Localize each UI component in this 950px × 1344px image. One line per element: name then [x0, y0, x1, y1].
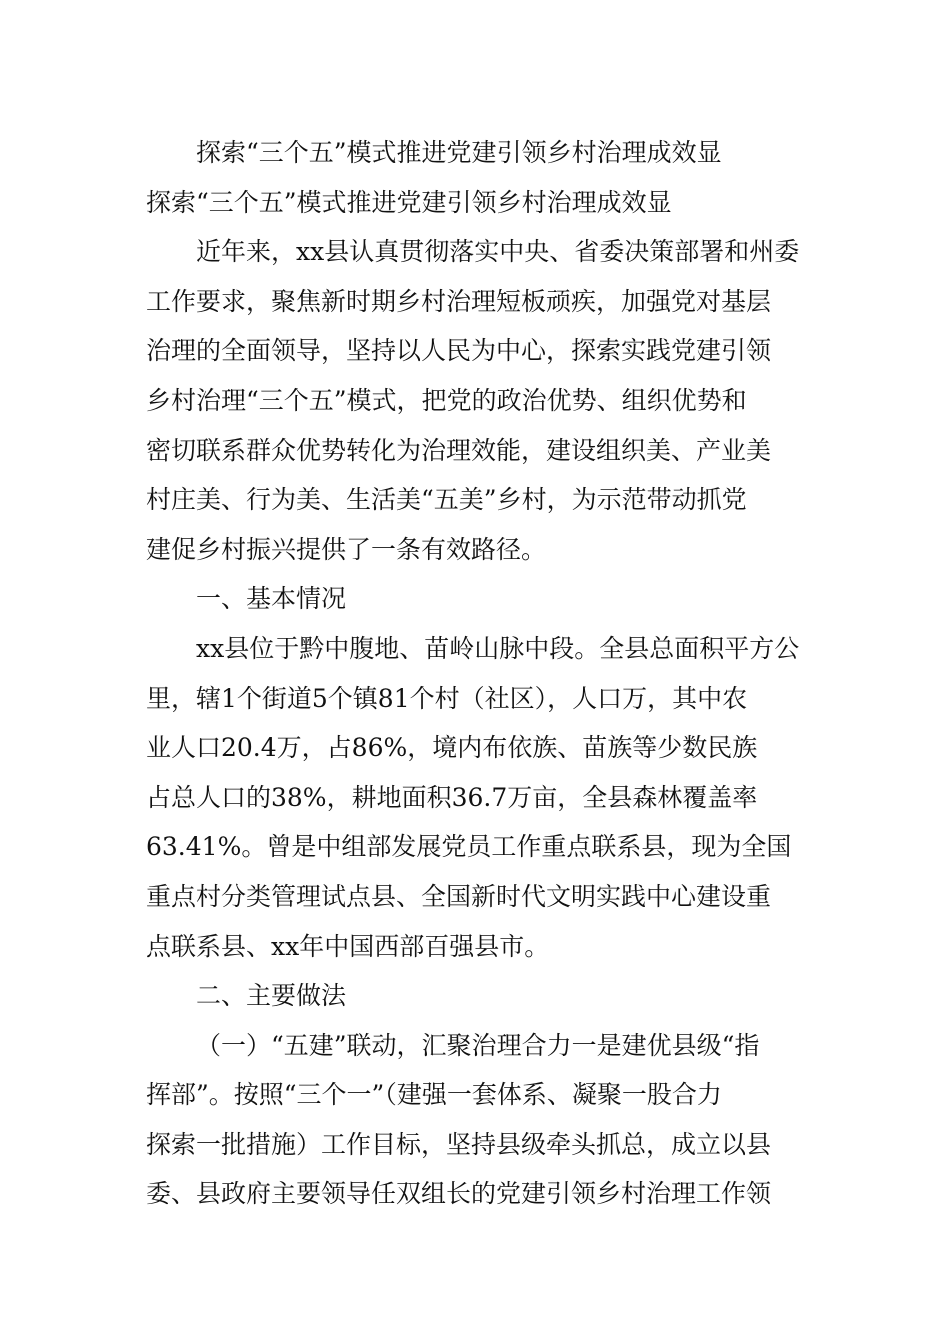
document-title-repeat: 探索“三个五”模式推进党建引领乡村治理成效显 — [146, 187, 672, 217]
text-line: 重点村分类管理试点县、全国新时代文明实践中心建设重 — [146, 881, 772, 911]
text-line: 业人口20.4万，占86%，境内布依族、苗族等少数民族 — [146, 733, 758, 763]
text-line: 里，辖1个街道5个镇81个村（社区），人口万，其中农 — [146, 683, 748, 713]
text-line: 探索一批措施）工作目标，坚持县级牵头抓总，成立以县 — [146, 1129, 772, 1159]
main-practices-paragraph — [146, 1021, 808, 1219]
document-title: 探索“三个五”模式推进党建引领乡村治理成效显 — [196, 138, 722, 167]
text-line: 村庄美、行为美、生活美“五美”乡村，为示范带动抓党 — [146, 485, 747, 515]
text-line: 点联系县、xx年中国西部百强县市。 — [146, 931, 550, 961]
text-line: 工作要求，聚焦新时期乡村治理短板顽疾，加强党对基层 — [146, 286, 772, 316]
section-heading-basic-info: 一、基本情况 — [196, 584, 347, 614]
text-line: 密切联系群众优势转化为治理效能，建设组织美、产业美 — [146, 435, 772, 465]
text-line: 占总人口的38%，耕地面积36.7万亩，全县森林覆盖率 — [146, 782, 758, 812]
text-line: 建促乡村振兴提供了一条有效路径。 — [146, 534, 547, 564]
text-line: 63.41%。曾是中组部发展党员工作重点联系县，现为全国 — [146, 832, 792, 862]
document-page — [146, 128, 808, 1219]
text-line: 委、县政府主要领导任双组长的党建引领乡村治理工作领 — [146, 1179, 772, 1209]
text-line: 近年来，xx县认真贯彻落实中央、省委决策部署和州委 — [196, 237, 800, 267]
text-line: （一）“五建”联动，汇聚治理合力一是建优县级“指 — [196, 1030, 760, 1060]
section-heading-main-practices: 二、主要做法 — [196, 981, 347, 1011]
text-line: 挥部”。按照“三个一”（建强一套体系、凝聚一股合力 — [146, 1080, 722, 1110]
text-line: 治理的全面领导，坚持以人民为中心，探索实践党建引领 — [146, 336, 772, 366]
basic-info-paragraph — [146, 624, 808, 971]
text-line: 乡村治理“三个五”模式，把党的政治优势、组织优势和 — [146, 385, 747, 415]
intro-paragraph — [146, 227, 808, 574]
text-line: xx县位于黔中腹地、苗岭山脉中段。全县总面积平方公 — [196, 633, 800, 663]
